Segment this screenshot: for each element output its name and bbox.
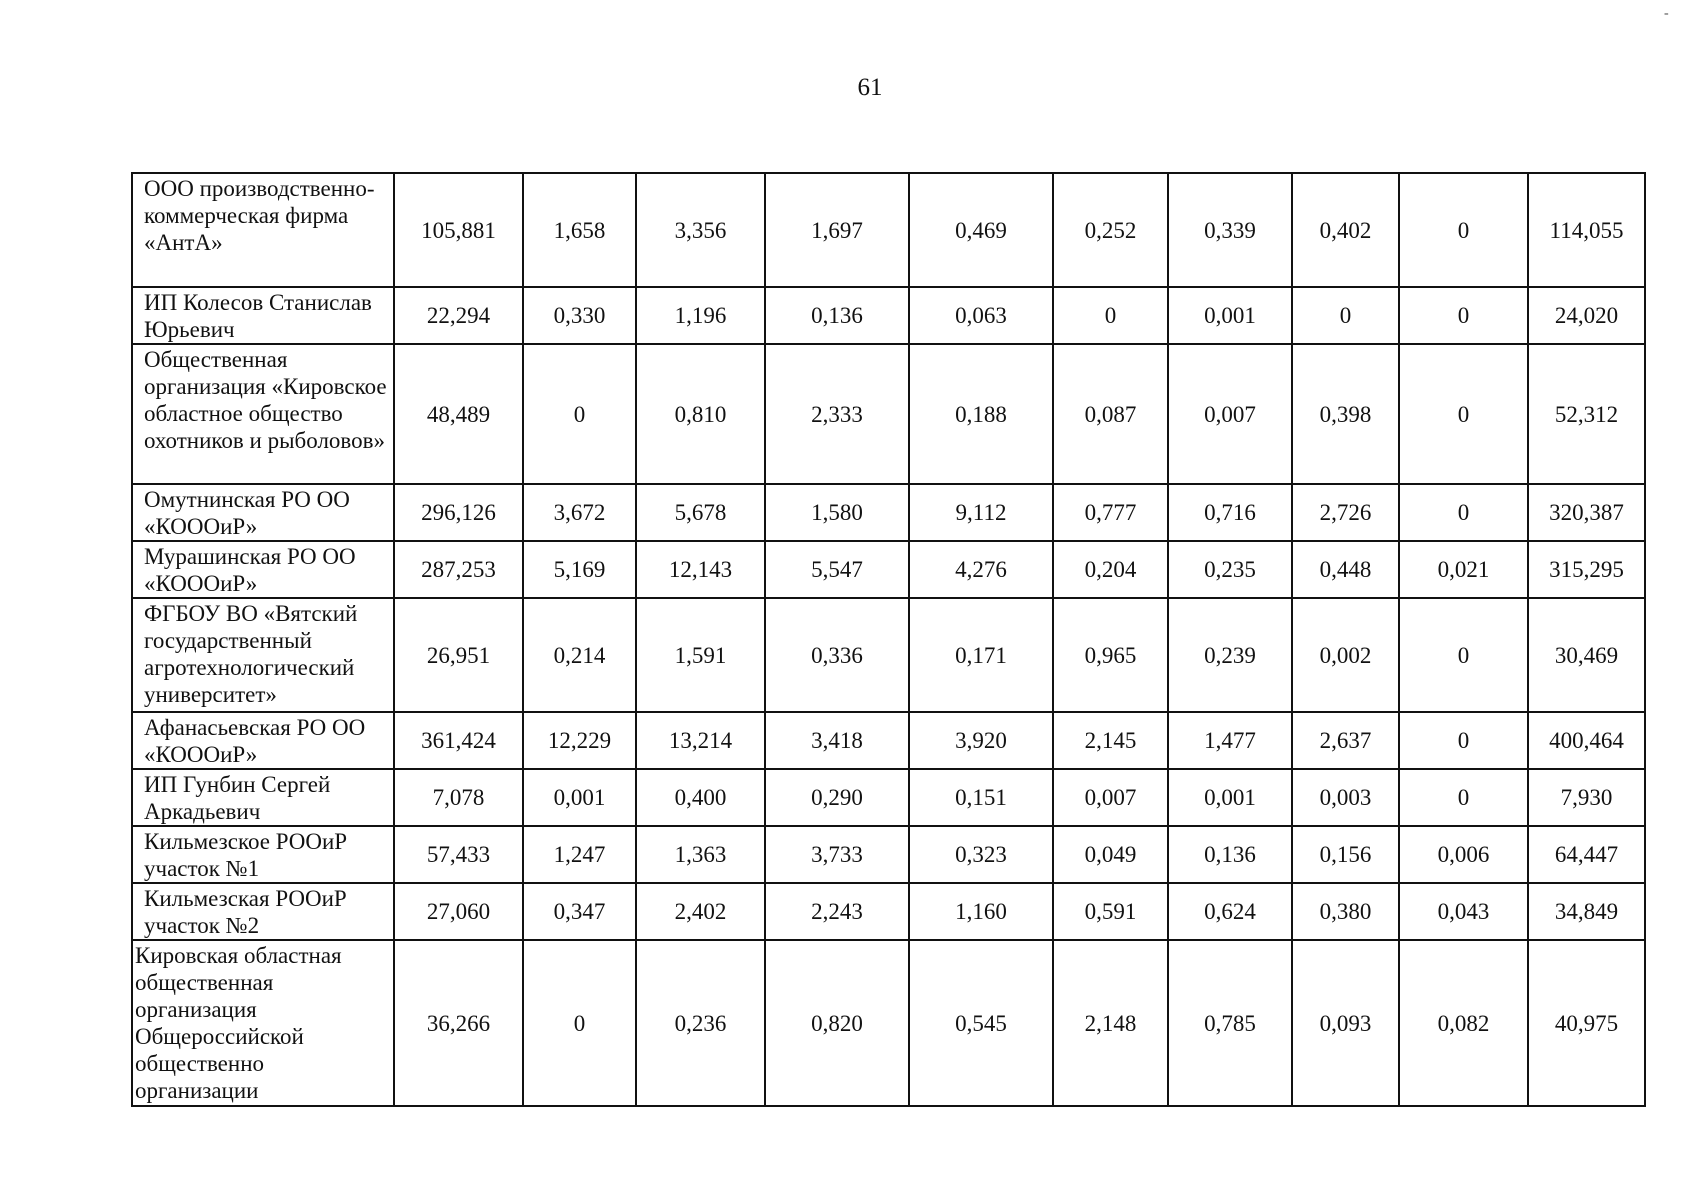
- value-cell: 0: [1399, 769, 1528, 826]
- value-cell: 0,820: [765, 940, 909, 1106]
- value-cell: 0,082: [1399, 940, 1528, 1106]
- value-cell: 57,433: [394, 826, 523, 883]
- table-row: [132, 712, 1645, 769]
- value-cell: 0,400: [636, 769, 765, 826]
- value-cell: 0,716: [1168, 484, 1292, 541]
- value-cell: 5,169: [523, 541, 636, 598]
- value-cell: 0,330: [523, 287, 636, 344]
- value-cell: 2,402: [636, 883, 765, 940]
- value-cell: 7,078: [394, 769, 523, 826]
- value-cell: 0,323: [909, 826, 1053, 883]
- value-cell: 0,347: [523, 883, 636, 940]
- value-cell: 0,156: [1292, 826, 1399, 883]
- value-cell: 0,290: [765, 769, 909, 826]
- value-cell: 0,049: [1053, 826, 1168, 883]
- value-cell: 30,469: [1528, 598, 1645, 712]
- value-cell: 3,672: [523, 484, 636, 541]
- value-cell: 4,276: [909, 541, 1053, 598]
- organization-name-cell: Кильмезская РООиР участок №2: [132, 883, 394, 940]
- value-cell: 0,021: [1399, 541, 1528, 598]
- value-cell: 12,143: [636, 541, 765, 598]
- value-cell: 0,171: [909, 598, 1053, 712]
- value-cell: 2,637: [1292, 712, 1399, 769]
- value-cell: 13,214: [636, 712, 765, 769]
- value-cell: 0: [523, 940, 636, 1106]
- value-cell: 0,252: [1053, 173, 1168, 287]
- value-cell: 0,136: [1168, 826, 1292, 883]
- value-cell: 0,402: [1292, 173, 1399, 287]
- organization-name-cell: Кировская областная общественная организация Общероссийской общественно организации: [132, 940, 394, 1106]
- value-cell: 0: [1399, 344, 1528, 484]
- value-cell: 3,733: [765, 826, 909, 883]
- table-body: [132, 173, 1645, 1106]
- value-cell: 0,087: [1053, 344, 1168, 484]
- value-cell: 105,881: [394, 173, 523, 287]
- scan-mark: -: [1664, 6, 1669, 21]
- value-cell: 0: [1053, 287, 1168, 344]
- value-cell: 0,151: [909, 769, 1053, 826]
- value-cell: 0,785: [1168, 940, 1292, 1106]
- table-row: [132, 769, 1645, 826]
- value-cell: 0,545: [909, 940, 1053, 1106]
- value-cell: 26,951: [394, 598, 523, 712]
- table-row: [132, 484, 1645, 541]
- value-cell: 64,447: [1528, 826, 1645, 883]
- value-cell: 7,930: [1528, 769, 1645, 826]
- value-cell: 0,239: [1168, 598, 1292, 712]
- value-cell: 361,424: [394, 712, 523, 769]
- table-row: [132, 287, 1645, 344]
- value-cell: 0,002: [1292, 598, 1399, 712]
- value-cell: 0,810: [636, 344, 765, 484]
- value-cell: 5,547: [765, 541, 909, 598]
- organization-name-cell: ИП Гунбин Сергей Аркадьевич: [132, 769, 394, 826]
- value-cell: 22,294: [394, 287, 523, 344]
- value-cell: 24,020: [1528, 287, 1645, 344]
- value-cell: 36,266: [394, 940, 523, 1106]
- value-cell: 0,007: [1053, 769, 1168, 826]
- table-row: [132, 598, 1645, 712]
- value-cell: 9,112: [909, 484, 1053, 541]
- organization-name-cell: Афанасьевская РО ОО «КОООиР»: [132, 712, 394, 769]
- page-number: 61: [857, 74, 883, 101]
- value-cell: 2,726: [1292, 484, 1399, 541]
- value-cell: 52,312: [1528, 344, 1645, 484]
- value-cell: 0,214: [523, 598, 636, 712]
- value-cell: 0: [523, 344, 636, 484]
- organization-name-cell: ФГБОУ ВО «Вятский государственный агротехнологический университет»: [132, 598, 394, 712]
- value-cell: 315,295: [1528, 541, 1645, 598]
- value-cell: 5,678: [636, 484, 765, 541]
- table-row: [132, 940, 1645, 1106]
- organization-name-cell: Мурашинская РО ОО «КОООиР»: [132, 541, 394, 598]
- value-cell: 287,253: [394, 541, 523, 598]
- value-cell: 0,204: [1053, 541, 1168, 598]
- value-cell: 1,591: [636, 598, 765, 712]
- value-cell: 320,387: [1528, 484, 1645, 541]
- value-cell: 0,380: [1292, 883, 1399, 940]
- organization-name-cell: Общественная организация «Кировское областное общество охотников и рыболовов»: [132, 344, 394, 484]
- organization-name-cell: ООО производственно-коммерческая фирма «АнтА»: [132, 173, 394, 287]
- value-cell: 0,188: [909, 344, 1053, 484]
- value-cell: 1,363: [636, 826, 765, 883]
- value-cell: 0: [1399, 712, 1528, 769]
- value-cell: 3,356: [636, 173, 765, 287]
- value-cell: 0: [1399, 173, 1528, 287]
- value-cell: 0,007: [1168, 344, 1292, 484]
- value-cell: 27,060: [394, 883, 523, 940]
- value-cell: 2,145: [1053, 712, 1168, 769]
- value-cell: 1,697: [765, 173, 909, 287]
- value-cell: 0,398: [1292, 344, 1399, 484]
- value-cell: 0: [1399, 484, 1528, 541]
- table-row: [132, 883, 1645, 940]
- table-row: [132, 173, 1645, 287]
- value-cell: 0,591: [1053, 883, 1168, 940]
- value-cell: 296,126: [394, 484, 523, 541]
- value-cell: 0,339: [1168, 173, 1292, 287]
- value-cell: 3,418: [765, 712, 909, 769]
- value-cell: 0,336: [765, 598, 909, 712]
- value-cell: 1,160: [909, 883, 1053, 940]
- table-row: [132, 826, 1645, 883]
- value-cell: 3,920: [909, 712, 1053, 769]
- value-cell: 0,001: [1168, 287, 1292, 344]
- value-cell: 0,777: [1053, 484, 1168, 541]
- value-cell: 2,148: [1053, 940, 1168, 1106]
- value-cell: 2,333: [765, 344, 909, 484]
- value-cell: 1,580: [765, 484, 909, 541]
- value-cell: 0,136: [765, 287, 909, 344]
- value-cell: 400,464: [1528, 712, 1645, 769]
- value-cell: 0: [1292, 287, 1399, 344]
- organization-name-cell: Омутнинская РО ОО «КОООиР»: [132, 484, 394, 541]
- data-table: [131, 172, 1646, 1107]
- value-cell: 0,448: [1292, 541, 1399, 598]
- value-cell: 34,849: [1528, 883, 1645, 940]
- value-cell: 1,196: [636, 287, 765, 344]
- value-cell: 0: [1399, 598, 1528, 712]
- value-cell: 0,063: [909, 287, 1053, 344]
- value-cell: 0,003: [1292, 769, 1399, 826]
- value-cell: 0,006: [1399, 826, 1528, 883]
- value-cell: 12,229: [523, 712, 636, 769]
- value-cell: 0,043: [1399, 883, 1528, 940]
- value-cell: 48,489: [394, 344, 523, 484]
- value-cell: 0,093: [1292, 940, 1399, 1106]
- organization-name-cell: ИП Колесов Станислав Юрьевич: [132, 287, 394, 344]
- value-cell: 0,001: [1168, 769, 1292, 826]
- value-cell: 0,236: [636, 940, 765, 1106]
- value-cell: 1,658: [523, 173, 636, 287]
- table-row: [132, 344, 1645, 484]
- value-cell: 0,965: [1053, 598, 1168, 712]
- value-cell: 1,247: [523, 826, 636, 883]
- value-cell: 0,624: [1168, 883, 1292, 940]
- value-cell: 1,477: [1168, 712, 1292, 769]
- value-cell: 0,235: [1168, 541, 1292, 598]
- value-cell: 0: [1399, 287, 1528, 344]
- value-cell: 40,975: [1528, 940, 1645, 1106]
- organization-name-cell: Кильмезское РООиР участок №1: [132, 826, 394, 883]
- value-cell: 2,243: [765, 883, 909, 940]
- table-row: [132, 541, 1645, 598]
- value-cell: 114,055: [1528, 173, 1645, 287]
- value-cell: 0,001: [523, 769, 636, 826]
- value-cell: 0,469: [909, 173, 1053, 287]
